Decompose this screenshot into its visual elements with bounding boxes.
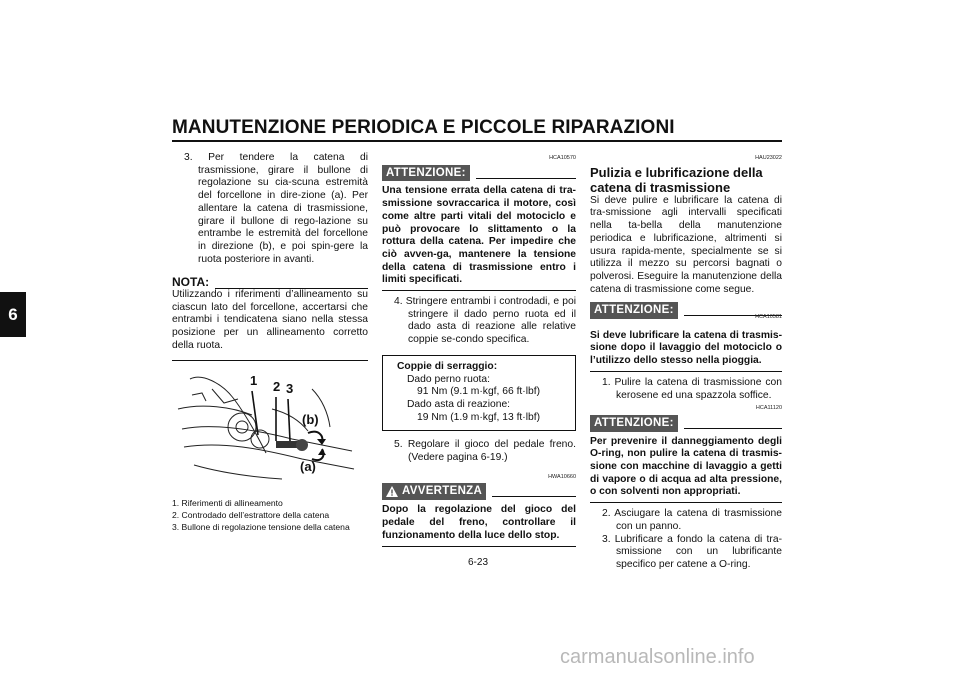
doc-code: HWA10660 <box>548 473 576 480</box>
caption-2: 2. Controdado dell’estrattore della catena <box>172 509 330 520</box>
caption-3: 3. Bullone di regolazione tensione della catena <box>172 521 350 532</box>
doc-code: HCA10581 <box>755 314 782 321</box>
section-intro: Si deve pulire e lubrificare la catena di tra-smissione agli intervalli specificati nella ta-bella della manutenzione periodica e lubrificazione, altrimenti si usura rapida-mente, specialmente se si utilizza il mezzo su percorsi bagnati o polverosi. Eseguire la manutenzione della catena di trasmissione come segue. <box>590 194 782 295</box>
attention-rule <box>476 178 576 179</box>
figure-captions <box>172 497 368 533</box>
torque-line-3: Dado asta di reazione: <box>407 398 511 410</box>
attention-rule <box>684 428 782 429</box>
figure-drawing <box>172 369 368 495</box>
attention-header <box>590 415 782 432</box>
step-1-clean: 1. Pulire la catena di trasmissione con kerosene ed una spazzola soffice. <box>602 376 782 401</box>
watermark: carmanualsonline.info <box>560 646 755 668</box>
middle-column <box>382 152 576 547</box>
direction-a-label: (a) <box>300 458 316 474</box>
attention-label: ATTENZIONE: <box>590 415 678 432</box>
torque-line-1: Dado perno ruota: <box>407 373 491 385</box>
step-3-tension: 3. Per tendere la catena di trasmissione, girare il bullone di regolazione su cia-scuna estremità del forcellone in dire-zione (a). Per allentare la catena di trasmissione, girare il bullone di rego-lazione su entrambe le estremità del forcellone in direzione (b), e poi spin-gere la ruota posteriore in avanti. <box>184 152 368 265</box>
callout-2: 2 <box>273 378 281 394</box>
warning-text: Dopo la regolazione del gioco del pedale del freno, controllare il funzionamento della luce dello stop. <box>382 504 576 541</box>
step-2-dry: 2. Asciugare la catena di trasmissione con un panno. <box>602 508 782 532</box>
chapter-tab: 6 <box>0 292 26 337</box>
nota-header <box>172 276 368 289</box>
page-number: 6-23 <box>468 557 489 568</box>
header-rule <box>172 140 782 142</box>
warning-header <box>382 483 576 500</box>
doc-code: HCA10570 <box>549 155 576 161</box>
attention-text: Per prevenire il danneggiamento degli O-ring, non pulire la catena di trasmis-sione con macchine di lavaggio a getti di vapore o di acqua ad alta pressione, o con solventi non appropriati. <box>590 435 782 498</box>
attention-label: ATTENZIONE: <box>590 302 678 319</box>
right-column <box>590 152 782 572</box>
torque-line-2: 91 Nm (9.1 m·kgf, 66 ft·lbf) <box>417 386 541 398</box>
callout-3: 3 <box>286 380 294 396</box>
direction-b-label: (b) <box>302 411 319 427</box>
torque-line-4: 19 Nm (1.9 m·kgf, 13 ft·lbf) <box>417 411 541 423</box>
warning-rule <box>492 496 576 497</box>
warning-badge <box>382 483 486 500</box>
warning-triangle-icon <box>386 486 398 497</box>
page-title: MANUTENZIONE PERIODICA E PICCOLE RIPARAZIONI <box>172 117 675 138</box>
left-column <box>172 152 368 533</box>
caption-1: 1. Riferimenti di allineamento <box>172 497 283 508</box>
warning-end-rule <box>382 546 576 547</box>
section-title: Pulizia e lubrificazione della catena di trasmissione <box>590 164 763 195</box>
callout-1: 1 <box>250 372 258 388</box>
torque-spec-box <box>382 355 576 432</box>
attention-text: Una tensione errata della catena di tra-smissione sovraccarica il motore, così come altre parti vitali del motociclo e può provocare lo slittamento o la rottura della catena. Per impedire che ciò avven-ga, mantenere la tensione della catena di trasmissione entro i limiti specificati. <box>382 185 576 286</box>
doc-code: HAU23022 <box>755 155 782 161</box>
chain-adjuster-figure <box>172 369 368 495</box>
nota-label: NOTA: <box>172 275 210 290</box>
step-5-brake: 5. Regolare il gioco del pedale freno. (Vedere pagina 6-19.) <box>394 439 576 464</box>
torque-title: Coppie di serraggio: <box>397 360 498 372</box>
step-3-lubricate: 3. Lubrificare a fondo la catena di tra-smissione con un lubrificante specifico per catene a O-ring. <box>602 533 782 570</box>
step-4-tighten: 4. Stringere entrambi i controdadi, e poi stringere il dado perno ruota ed il dado asta di reazione alle relative coppie se-condo specifica. <box>394 296 576 346</box>
attention-label: ATTENZIONE: <box>382 165 470 182</box>
warning-label: AVVERTENZA <box>402 485 483 498</box>
attention-header <box>382 165 576 182</box>
nota-end-rule <box>172 360 368 361</box>
nota-text: Utilizzando i riferimenti d’allineamento su ciascun lato del forcellone, accertarsi che entrambi i tendicatena siano nella stessa posizione per un allineamento corretto della ruota. <box>172 289 368 351</box>
attention-text: Si deve lubrificare la catena di trasmis-sione dopo il lavaggio del motociclo o l’utilizzo dello stesso nella pioggia. <box>590 329 782 367</box>
doc-code: HCA11120 <box>755 405 782 412</box>
